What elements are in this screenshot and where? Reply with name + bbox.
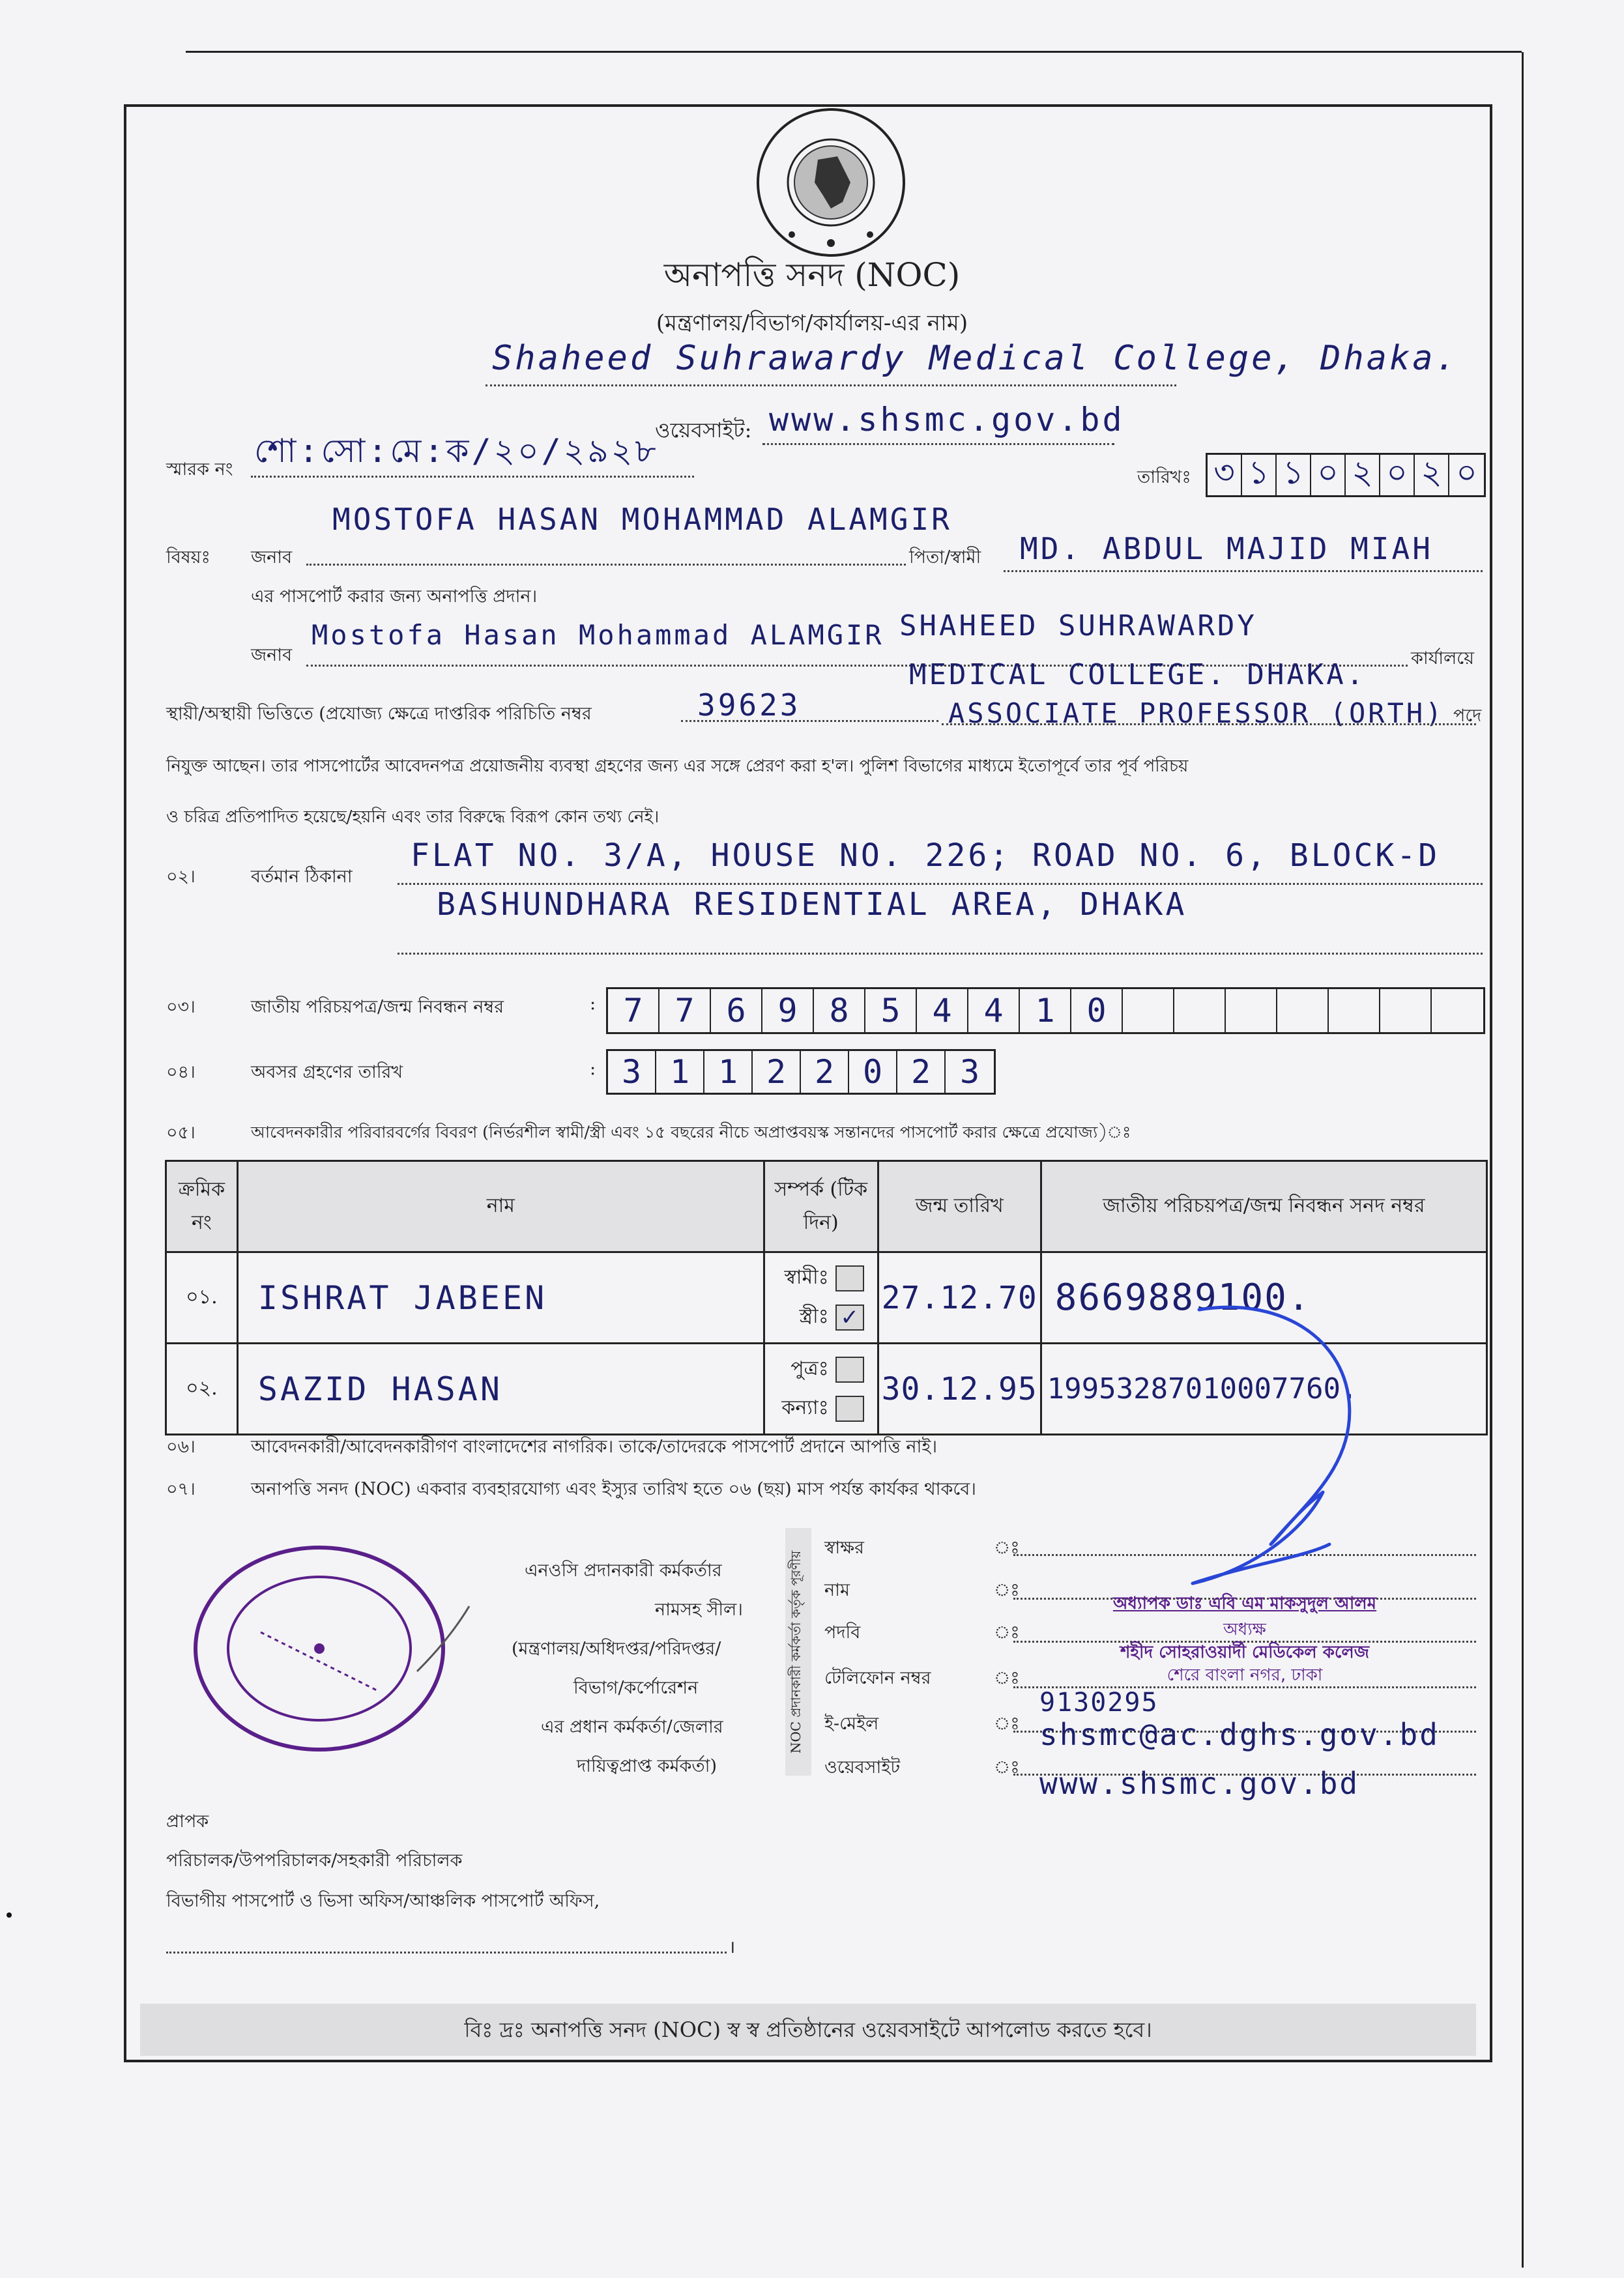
website-value: www.shsmc.gov.bd (769, 401, 1125, 439)
nid-digit: 4 (968, 989, 1020, 1032)
nid-digit (1226, 989, 1277, 1032)
name-label: নাম (824, 1580, 850, 1600)
office-name-line (486, 384, 1176, 386)
body-line-4: ও চরিত্র প্রতিপাদিত হয়েছে/হয়নি এবং তার বিরুদ্ধে বিরূপ কোন তথ্য নেই। (166, 807, 660, 827)
item4-colon: : (590, 1059, 596, 1079)
relation-label: স্বামীঃ (784, 1266, 829, 1289)
officer-caption-5: এর প্রধান কর্মকর্তা/জেলার (541, 1717, 723, 1737)
website-label: ওয়েবসাইট: (655, 418, 752, 442)
body-mr-label: জনাব (251, 645, 293, 665)
recipient-line-3 (166, 1952, 727, 1954)
colon: ঃ (994, 1622, 1020, 1643)
website-line (762, 443, 1114, 445)
address-line-2-rule (398, 953, 1483, 955)
designation: ASSOCIATE PROFESSOR (ORTH) (948, 697, 1445, 729)
relation-cell (764, 1344, 878, 1435)
retirement-digit: 3 (608, 1051, 656, 1093)
header-relation: সম্পর্ক (টিক দিন) (764, 1161, 878, 1252)
nid-digit: 7 (608, 989, 660, 1032)
body-office: SHAHEED SUHRAWARDY (899, 609, 1257, 642)
family-table-header (166, 1161, 1487, 1252)
government-seal (753, 104, 909, 261)
nid-digit: 6 (711, 989, 762, 1032)
subject-label: বিষয়ঃ (166, 547, 210, 568)
subject-mr-label: জনাব (251, 547, 293, 568)
item6-label: আবেদনকারী/আবেদনকারীগণ বাংলাদেশের নাগরিক। তাকে/তাদেরকে পাসপোর্ট প্রদানে আপত্তি নাই। (251, 1437, 938, 1457)
item3-number: ০৩। (166, 997, 196, 1017)
retirement-boxes (606, 1049, 996, 1095)
retirement-digit: 3 (959, 1053, 980, 1091)
email-label: ই-মেইল (824, 1714, 879, 1734)
item2-number: ০২। (166, 867, 196, 887)
phone-label: টেলিফোন নম্বর (824, 1668, 931, 1688)
relation-checkbox[interactable] (835, 1357, 864, 1383)
memo-line (251, 476, 694, 478)
father-name: MD. ABDUL MAJID MIAH (1020, 531, 1433, 566)
address-line-2: BASHUNDHARA RESIDENTIAL AREA, DHAKA (437, 886, 1187, 923)
date-digit: ৩ (1208, 455, 1242, 495)
designation-suffix: পদে (1453, 706, 1482, 726)
item4-label: অবসর গ্রহণের তারিখ (251, 1062, 403, 1082)
designation-line (942, 723, 1476, 725)
colon: ঃ (994, 1668, 1020, 1688)
row-name: ISHRAT JABEEN (257, 1278, 547, 1317)
nid-digit (1174, 989, 1226, 1032)
retirement-digit: 2 (801, 1051, 849, 1093)
date-digit: ০ (1456, 453, 1477, 491)
nid-boxes (606, 987, 1485, 1034)
handwritten-signature (1173, 1297, 1421, 1596)
row-serial: ০২. (166, 1344, 238, 1435)
relation-cell (764, 1252, 878, 1344)
relation-checkbox[interactable] (835, 1396, 864, 1422)
relation-checkbox[interactable] (835, 1265, 864, 1291)
item2-label: বর্তমান ঠিকানা (251, 867, 353, 887)
father-name-line (1004, 570, 1483, 572)
address-line-1: FLAT NO. 3/A, HOUSE NO. 226; ROAD NO. 6, BLOCK-D (411, 837, 1440, 874)
sheet-top-edge (186, 51, 1522, 53)
date-digit: ০ (1380, 455, 1415, 495)
office-suffix: কার্যালয়ে (1411, 648, 1474, 669)
recipient-line-end: । (729, 1937, 736, 1957)
recipient-line-1: পরিচালক/উপপরিচালক/সহকারী পরিচালক (166, 1851, 463, 1871)
row-name: SAZID HASAN (257, 1370, 502, 1408)
item5-number: ০৫। (166, 1123, 196, 1143)
website-field-label: ওয়েবসাইট (824, 1757, 901, 1778)
date-digit: ০ (1311, 455, 1346, 495)
nid-digit: 7 (660, 989, 711, 1032)
retirement-digit: 2 (897, 1051, 946, 1093)
document-subtitle: (মন্ত্রণালয়/বিভাগ/কার্যালয়-এর নাম) (656, 310, 968, 336)
body-name: Mostofa Hasan Mohammad ALAMGIR (312, 619, 884, 651)
nid-digit: 5 (865, 989, 917, 1032)
officer-caption-2: নামসহ সীল। (655, 1600, 743, 1620)
officer-stamp-institution: শহীদ সোহরাওয়ার্দী মেডিকেল কলেজ (1120, 1643, 1369, 1662)
recipient-label: প্রাপক (166, 1811, 209, 1832)
item4-number: ০৪। (166, 1062, 196, 1082)
scan-dot (7, 1912, 12, 1918)
officer-website: www.shsmc.gov.bd (1039, 1766, 1360, 1801)
officer-caption-6: দায়িত্বপ্রাপ্ত কর্মকর্তা) (577, 1756, 717, 1776)
row-nid: 8669889100. (1054, 1276, 1311, 1319)
colon: ঃ (994, 1714, 1020, 1734)
item7-label: অনাপত্তি সনদ (NOC) একবার ব্যবহারযোগ্য এবং ইস্যুর তারিখ হতে ০৬ (ছয়) মাস পর্যন্ত কার্যকর থাকবে। (251, 1479, 976, 1499)
colon: ঃ (994, 1757, 1020, 1778)
retirement-digit: 0 (849, 1051, 897, 1093)
designation-label: পদবি (824, 1622, 861, 1643)
retirement-digit: 1 (656, 1051, 704, 1093)
header-serial: ক্রমিক নং (166, 1161, 238, 1252)
officer-stamp-title: অধ্যক্ষ (1223, 1620, 1266, 1639)
officer-caption-1: এনওসি প্রদানকারী কর্মকর্তার (525, 1561, 722, 1581)
nid-digit: 1 (1020, 989, 1071, 1032)
officer-caption-3: (মন্ত্রণালয়/অধিদপ্তর/পরিদপ্তর/ (512, 1639, 721, 1659)
officer-stamp-name: অধ্যাপক ডাঃ এবি এম মাকসুদুল আলম (1112, 1594, 1377, 1613)
date-digit: ২ (1415, 455, 1449, 495)
nid-digit: 0 (1071, 989, 1123, 1032)
footer-note: বিঃ দ্রঃ অনাপত্তি সনদ (NOC) স্ব স্ব প্রতিষ্ঠানের ওয়েবসাইটে আপলোড করতে হবে। (140, 2004, 1476, 2056)
officer-vertical-note: NOC প্রদানকারী কর্মকর্তা কর্তৃক পূরণীয় (785, 1528, 811, 1776)
recipient-line-2: বিভাগীয় পাসপোর্ট ও ভিসা অফিস/আঞ্চলিক পাসপোর্ট অফিস, (166, 1891, 600, 1911)
pen-stroke-mark (411, 1600, 476, 1678)
body-office-2: MEDICAL COLLEGE. DHAKA. (909, 658, 1367, 691)
relation-label: স্ত্রীঃ (799, 1305, 829, 1328)
colon: ঃ (994, 1580, 1020, 1600)
address-line-1-rule (398, 883, 1483, 885)
date-digit: ১ (1242, 455, 1277, 495)
item3-colon: : (590, 994, 596, 1014)
item3-label: জাতীয় পরিচয়পত্র/জন্ম নিবন্ধন নম্বর (251, 997, 504, 1017)
id-line (681, 720, 938, 722)
nid-digit (1329, 989, 1380, 1032)
id-line-label: স্থায়ী/অস্থায়ী ভিত্তিতে (প্রযোজ্য ক্ষেত্রে দাপ্তরিক পরিচিতি নম্বর (166, 704, 592, 724)
subject-name: MOSTOFA HASAN MOHAMMAD ALAMGIR (332, 502, 952, 537)
nid-digit (1380, 989, 1432, 1032)
item7-number: ০৭। (166, 1479, 196, 1499)
subject-purpose: এর পাসপোর্ট করার জন্য অনাপত্তি প্রদান। (251, 586, 538, 607)
retirement-digit: 2 (753, 1051, 801, 1093)
retirement-digit: 1 (704, 1051, 753, 1093)
nid-digit (1432, 989, 1483, 1032)
colon: ঃ (994, 1538, 1020, 1558)
nid-digit (1277, 989, 1329, 1032)
nid-digit: 8 (814, 989, 865, 1032)
nid-digit (1123, 989, 1174, 1032)
office-name: Shaheed Suhrawardy Medical College, Dhaka. (492, 339, 1458, 378)
nid-digit: 9 (762, 989, 814, 1032)
row-nid: 19953287010007760. (1047, 1372, 1358, 1406)
sheet-right-edge (1522, 52, 1524, 2268)
nid-digit: 4 (917, 989, 968, 1032)
item6-number: ০৬। (166, 1437, 196, 1457)
officer-caption-4: বিভাগ/কর্পোরেশন (573, 1678, 699, 1698)
row-dob: 30.12.95 (881, 1370, 1037, 1407)
date-boxes (1206, 453, 1486, 497)
row-dob: 27.12.70 (881, 1279, 1037, 1316)
date-label: তারিখঃ (1137, 467, 1191, 487)
subject-name-line (306, 564, 906, 566)
officer-stamp-place: শেরে বাংলা নগর, ঢাকা (1167, 1665, 1323, 1685)
officer-email: shsmc@ac.dghs.gov.bd (1039, 1717, 1440, 1752)
relation-label: পুত্রঃ (790, 1357, 829, 1380)
document-title: অনাপত্তি সনদ (NOC) (663, 256, 961, 294)
father-label: পিতা/স্বামী (909, 547, 981, 568)
relation-label: কন্যাঃ (781, 1396, 829, 1419)
header-dob: জন্ম তারিখ (878, 1161, 1041, 1252)
memo-number: শো:সো:মে:ক/২০/২৯২৮ (254, 432, 659, 470)
officer-phone: 9130295 (1039, 1688, 1159, 1718)
body-line-3: নিযুক্ত আছেন। তার পাসপোর্টের আবেদনপত্র প্রয়োজনীয় ব্যবস্থা গ্রহণের জন্য এর সঙ্গে প্রেরণ করা হ'ল। পুলিশ বিভাগের মাধ্যমে ইতোপূর্বে তার পূর্ব পরিচয় (166, 757, 1189, 776)
header-name: নাম (237, 1161, 764, 1252)
date-digit: ২ (1346, 455, 1380, 495)
header-nid: জাতীয় পরিচয়পত্র/জন্ম নিবন্ধন সনদ নম্বর (1041, 1161, 1486, 1252)
office-id: 39623 (697, 687, 801, 723)
date-digit: ১ (1277, 455, 1311, 495)
item5-label: আবেদনকারীর পরিবারবর্গের বিবরণ (নির্ভরশীল স্বামী/স্ত্রী এবং ১৫ বছরের নীচে অপ্রাপ্তবয়স্ক সন্তানদের পাসপোর্ট করার ক্ষেত্রে প্রযোজ্য)ঃ (251, 1123, 1131, 1142)
memo-label: স্মারক নং (166, 459, 233, 480)
signature-label: স্বাক্ষর (824, 1538, 864, 1558)
relation-checkbox[interactable]: ✓ (835, 1305, 864, 1331)
row-serial: ০১. (166, 1252, 238, 1344)
